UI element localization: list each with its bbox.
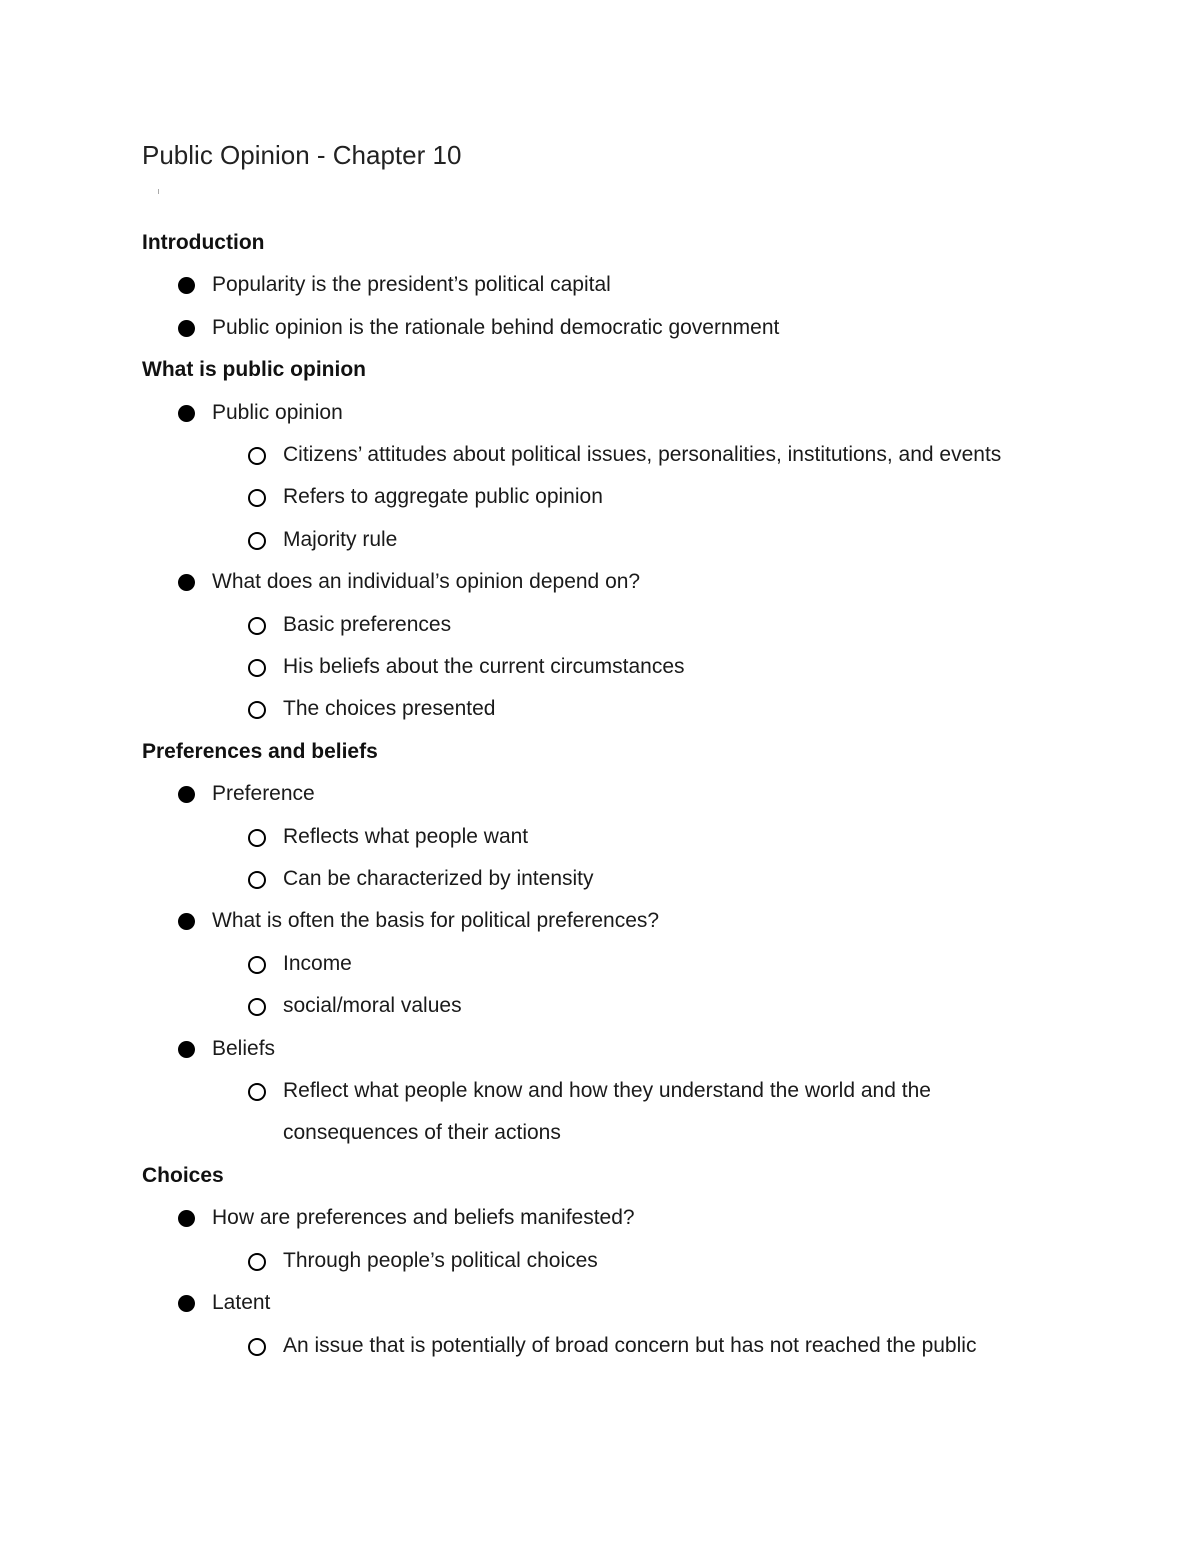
list-item [142,307,1062,349]
filled-bullet-icon [178,786,195,803]
sub-bullet-list [212,604,1062,731]
list-item-text: Popularity is the president’s political capital [212,273,611,297]
sub-list-item-text: Citizens’ attitudes about political issues, personalities, institutions, and events [283,443,1002,466]
list-item-text: What does an individual’s opinion depend on? [212,570,641,594]
hollow-bullet-icon [248,489,266,507]
sub-list-item-text: His beliefs about the current circumstances [283,655,685,679]
hollow-bullet-icon [248,829,266,847]
list-item [142,561,1062,731]
section-heading: What is public opinion [142,358,366,382]
hollow-bullet-icon [248,956,266,974]
sub-list-item [212,1325,1062,1367]
hollow-bullet-icon [248,998,266,1016]
list-item-text: Public opinion [212,400,343,424]
sub-bullet-list [212,943,1062,1028]
sub-bullet-list [212,434,1062,561]
sub-list-item [212,943,1062,985]
bullet-list [142,264,1062,349]
bullet-list [142,773,1062,1155]
filled-bullet-icon [178,277,195,294]
list-item-text: How are preferences and beliefs manifested? [212,1206,635,1230]
list-item [142,1028,1062,1155]
hollow-bullet-icon [248,617,266,635]
hollow-bullet-icon [248,871,266,889]
sub-list-item-text: Refers to aggregate public opinion [283,485,603,509]
hollow-bullet-icon [248,532,266,550]
sub-list-item [212,1070,1062,1155]
list-item-text: Latent [212,1291,271,1315]
hollow-bullet-icon [248,659,266,677]
sub-list-item [212,985,1062,1027]
list-item [142,900,1062,1027]
sub-bullet-list [212,1325,1062,1367]
sub-list-item [212,604,1062,646]
filled-bullet-icon [178,913,195,930]
sub-bullet-list [212,816,1062,901]
sub-list-item-text: Through people’s political choices [283,1248,598,1272]
sub-list-item [212,646,1062,688]
sub-list-item-text: The choices presented [283,697,496,721]
section-heading: Introduction [142,231,265,254]
list-item [142,1282,1062,1367]
list-item-text: Public opinion is the rationale behind democratic government [212,315,780,339]
filled-bullet-icon [178,1041,195,1058]
sub-list-item-text: Income [283,951,352,975]
list-item [142,773,1062,900]
list-item [142,1197,1062,1282]
sub-list-item [212,519,1062,561]
sub-list-item [212,688,1062,730]
cursor-mark [158,189,159,194]
hollow-bullet-icon [248,1253,266,1271]
list-item [142,392,1062,562]
filled-bullet-icon [178,405,195,422]
list-item-text: Preference [212,782,315,806]
sub-list-item [212,434,1062,476]
sub-list-item [212,816,1062,858]
sub-bullet-list [212,1070,1062,1155]
hollow-bullet-icon [248,447,266,465]
filled-bullet-icon [178,1295,195,1312]
sub-list-item-text: Reflect what people know and how they understand the world and the consequences of their actions [283,1079,931,1145]
sub-list-item [212,1240,1062,1282]
page-title: Public Opinion - Chapter 10 [142,140,462,170]
document-body [142,222,1062,1367]
list-item-text: Beliefs [212,1036,276,1060]
sub-list-item-text: Can be characterized by intensity [283,867,594,891]
hollow-bullet-icon [248,701,266,719]
filled-bullet-icon [178,574,195,591]
sub-list-item-text: Majority rule [283,527,398,551]
filled-bullet-icon [178,320,195,337]
sub-list-item-text: social/moral values [283,994,462,1018]
list-item-text: What is often the basis for political preferences? [212,909,660,933]
bullet-list [142,392,1062,731]
filled-bullet-icon [178,1210,195,1227]
bullet-list [142,1197,1062,1367]
list-item [142,264,1062,306]
sub-list-item-text: Reflects what people want [283,824,529,848]
sub-bullet-list [212,1240,1062,1282]
sub-list-item [212,858,1062,900]
section-heading: Choices [142,1163,224,1187]
sub-list-item [212,476,1062,518]
hollow-bullet-icon [248,1083,266,1101]
section-heading: Preferences and beliefs [142,739,378,763]
sub-list-item-text: Basic preferences [283,612,452,636]
hollow-bullet-icon [248,1338,266,1356]
sub-list-item-text: An issue that is potentially of broad concern but has not reached the public [283,1333,977,1357]
